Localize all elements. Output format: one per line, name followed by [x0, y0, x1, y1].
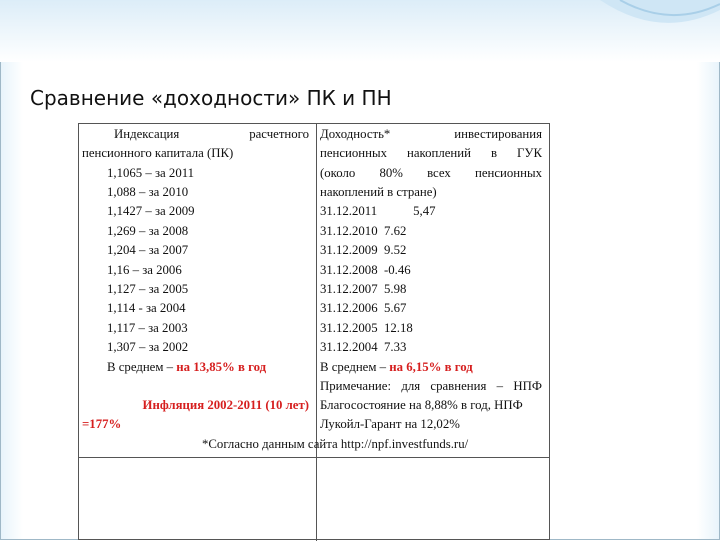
left-header-line1: Индексация расчетного [114, 127, 309, 141]
inflation-line1: Инфляция 2002-2011 (10 лет) [142, 398, 309, 412]
left-average-value: на 13,85% в год [176, 360, 267, 374]
right-average: В среднем – на 6,15% в год [320, 360, 473, 374]
right-row: 31.12.2008 -0.46 [320, 263, 411, 277]
column-divider [316, 124, 317, 541]
left-row: 1,127 – за 2005 [107, 282, 189, 296]
right-note-line1: Примечание: для сравнения – НПФ [320, 379, 542, 393]
right-row: 31.12.2005 12.18 [320, 321, 413, 335]
decorative-swoosh [600, 0, 720, 60]
footnote [202, 435, 468, 454]
left-row: 1,1427 – за 2009 [107, 204, 195, 218]
right-header-line1: Доходность* инвестирования [320, 127, 542, 141]
right-row: 31.12.2006 5.67 [320, 301, 407, 315]
right-average-value: на 6,15% в год [389, 360, 473, 374]
footnote-part1: *Согласно данным [202, 437, 308, 451]
right-header-line4: накоплений в стране) [320, 185, 437, 199]
left-row: 1,16 – за 2006 [107, 263, 182, 277]
slide-title: Сравнение «доходности» ПК и ПН [30, 86, 392, 110]
left-row: 1,088 – за 2010 [107, 185, 189, 199]
left-row: 1,117 – за 2003 [107, 321, 188, 335]
comparison-table [78, 123, 550, 540]
right-row: 31.12.2010 7.62 [320, 224, 407, 238]
row-divider [79, 457, 549, 458]
footnote-part2: сайта http://npf.investfunds.ru/ [307, 437, 469, 451]
left-row: 1,114 - за 2004 [107, 301, 186, 315]
left-row: 1,1065 – за 2011 [107, 166, 195, 180]
left-row: 1,307 – за 2002 [107, 340, 189, 354]
left-header-line2: пенсионного капитала (ПК) [82, 146, 234, 160]
right-header-line2: пенсионных накоплений в ГУК [320, 146, 542, 160]
right-header-line3: (около 80% всех пенсионных [320, 166, 542, 180]
right-note-line3: Лукойл-Гарант на 12,02% [320, 417, 460, 431]
right-row: 31.12.2004 7.33 [320, 340, 407, 354]
right-row: 31.12.2009 9.52 [320, 243, 407, 257]
left-row: 1,204 – за 2007 [107, 243, 189, 257]
right-note-line2: Благосостояние на 8,88% в год, НПФ [320, 398, 523, 412]
right-row: 31.12.2007 5.98 [320, 282, 407, 296]
inflation-line2: =177% [82, 417, 122, 431]
left-row: 1,269 – за 2008 [107, 224, 189, 238]
right-row: 31.12.2011 5,47 [320, 204, 436, 218]
left-average: В среднем – на 13,85% в год [107, 360, 267, 374]
